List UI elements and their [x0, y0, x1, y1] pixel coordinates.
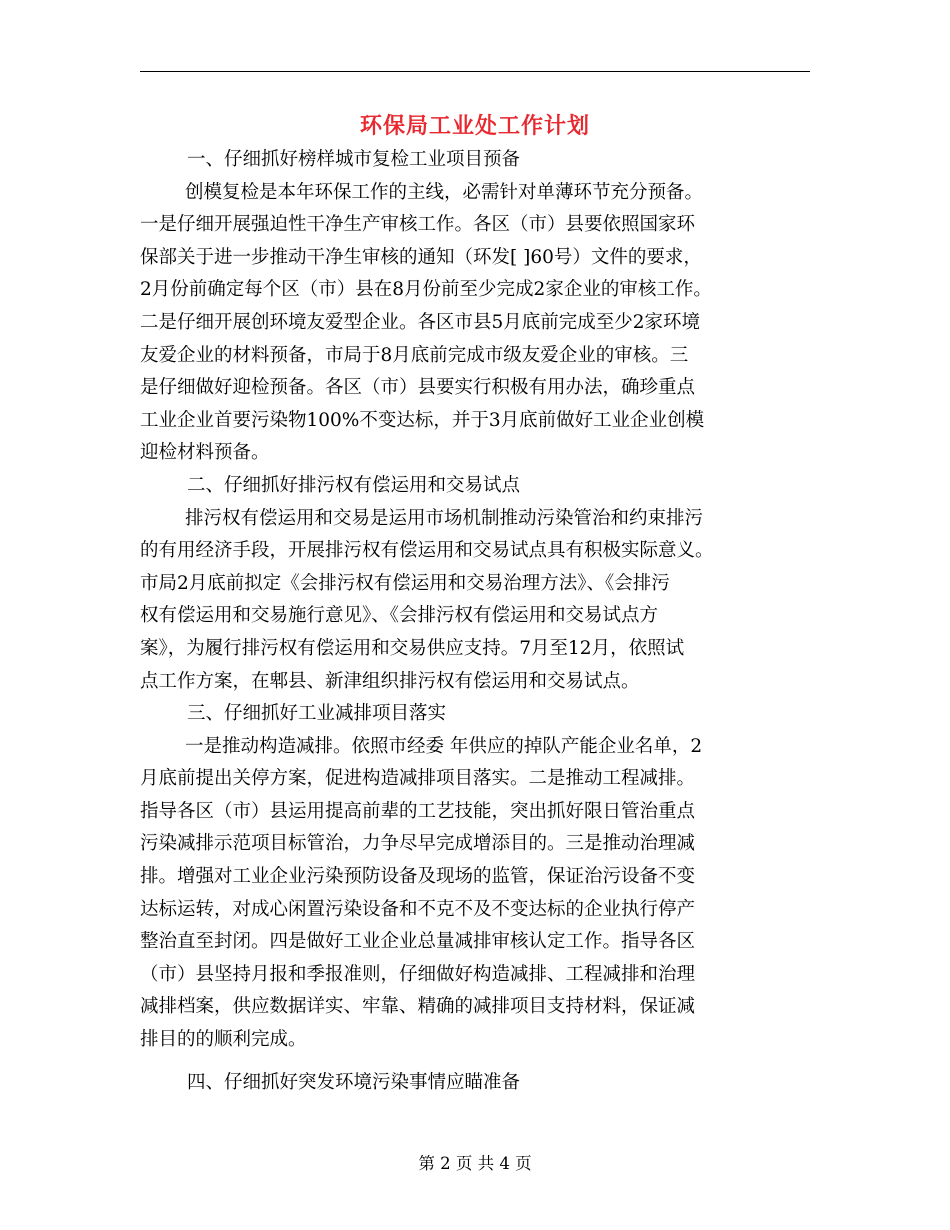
section-heading-4: 四、仔细抓好突发环境污染事情应瞄准备 — [187, 1071, 521, 1093]
section-heading-1: 一、仔细抓好榜样城市复检工业项目预备 — [187, 149, 521, 170]
paragraph-line: （市）县坚持月报和季报准则，仔细做好构造减排、工程减排和治理 — [140, 963, 696, 985]
paragraph-line: 迎检材料预备。 — [140, 442, 270, 464]
paragraph-line: 2月份前确定每个区（市）县在8月份前至少完成2家企业的审核工作。 — [140, 279, 712, 301]
paragraph-line: 排。增强对工业企业污染预防设备及现场的监管，保证治污设备不变 — [140, 866, 696, 888]
paragraph-line: 是仔细做好迎检预备。各区（市）县要实行积极有用办法，确珍重点 — [140, 377, 696, 399]
paragraph-line: 市局2月底前拟定《会排污权有偿运用和交易治理方法》、《会排污 — [140, 572, 670, 594]
paragraph-line: 一是仔细开展强迫性干净生产审核工作。各区（市）县要依照国家环 — [140, 214, 696, 236]
paragraph-line: 排目的的顺利完成。 — [140, 1029, 307, 1051]
paragraph-line: 达标运转，对成心闲置污染设备和不克不及不变达标的企业执行停产 — [140, 898, 696, 920]
paragraph-line: 保部关于进一步推动干净生审核的通知（环发[ ]60号）文件的要求， — [140, 246, 702, 268]
section-heading-3: 三、仔细抓好工业减排项目落实 — [187, 703, 447, 725]
paragraph-line: 案》，为履行排污权有偿运用和交易供应支持。7月至12月，依照试 — [140, 637, 685, 659]
paragraph-line: 权有偿运用和交易施行意见》、《会排污权有偿运用和交易试点方 — [140, 605, 659, 627]
paragraph-line: 工业企业首要污染物100%不变达标，并于3月底前做好工业企业创模 — [140, 409, 705, 431]
paragraph-line: 点工作方案，在郫县、新津组织排污权有偿运用和交易试点。 — [140, 670, 640, 692]
page-number-footer: 第 2 页 共 4 页 — [418, 1154, 532, 1173]
paragraph-line: 指导各区（市）县运用提高前辈的工艺技能，突出抓好限日管治重点 — [140, 800, 696, 822]
paragraph-line: 月底前提出关停方案，促进构造减排项目落实。二是推动工程减排。 — [140, 768, 696, 790]
paragraph-line: 创模复检是本年环保工作的主线，必需针对单薄环节充分预备。 — [185, 181, 704, 203]
document-body — [140, 144, 812, 1099]
paragraph-line: 二是仔细开展创环境友爱型企业。各区市县5月底前完成至少2家环境 — [140, 311, 701, 333]
document-title: 环保局工业处工作计划 — [359, 113, 590, 139]
header-rule — [140, 71, 810, 72]
paragraph-line: 减排档案，供应数据详实、牢靠、精确的减排项目支持材料，保证减 — [140, 996, 696, 1018]
paragraph-line: 的有用经济手段，开展排污权有偿运用和交易试点具有积极实际意义。 — [140, 540, 714, 562]
paragraph-line: 排污权有偿运用和交易是运用市场机制推动污染管治和约束排污 — [185, 507, 704, 529]
paragraph-line: 污染减排示范项目标管治，力争尽早完成增添目的。三是推动治理减 — [140, 833, 696, 855]
paragraph-line: 友爱企业的材料预备，市局于8月底前完成市级友爱企业的审核。三 — [140, 344, 689, 366]
section-heading-2: 二、仔细抓好排污权有偿运用和交易试点 — [187, 474, 521, 496]
paragraph-line: 整治直至封闭。四是做好工业企业总量减排审核认定工作。指导各区 — [140, 931, 696, 953]
paragraph-line: 一是推动构造减排。依照市经委 年供应的掉队产能企业名单，2 — [185, 735, 703, 757]
